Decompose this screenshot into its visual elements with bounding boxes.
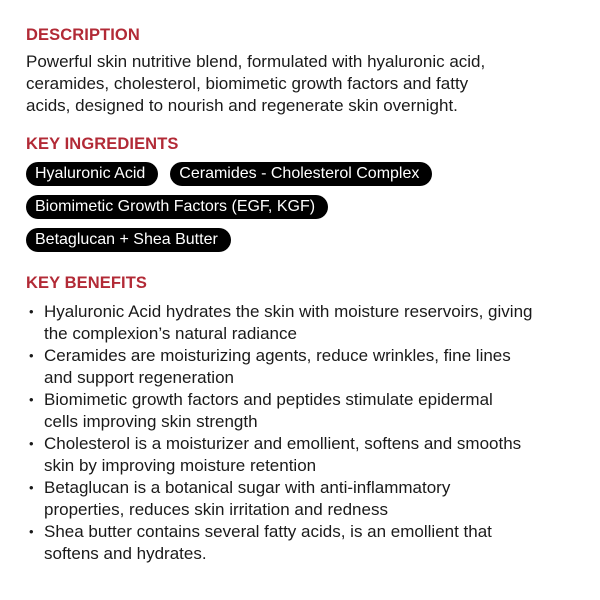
bullet-dot-icon: • bbox=[29, 348, 34, 363]
benefit-text: softens and hydrates. bbox=[44, 544, 207, 563]
benefit-item bbox=[26, 345, 570, 389]
benefit-text: Shea butter contains several fatty acids, is an emollient that bbox=[44, 522, 492, 541]
description-line: Powerful skin nutritive blend, formulated with hyaluronic acid, bbox=[26, 52, 486, 71]
description-heading: DESCRIPTION bbox=[26, 26, 140, 44]
ingredient-row bbox=[26, 162, 570, 186]
benefit-item bbox=[26, 301, 570, 345]
benefit-item bbox=[26, 389, 570, 433]
ingredient-pill-hyaluronic-acid: Hyaluronic Acid bbox=[26, 162, 158, 186]
benefit-text: Biomimetic growth factors and peptides stimulate epidermal bbox=[44, 390, 493, 409]
benefit-text: Cholesterol is a moisturizer and emollient, softens and smooths bbox=[44, 434, 522, 453]
bullet-dot-icon: • bbox=[29, 436, 34, 451]
benefit-text: Betaglucan is a botanical sugar with anti-inflammatory bbox=[44, 478, 451, 497]
ingredient-pill-growth-factors: Biomimetic Growth Factors (EGF, KGF) bbox=[26, 195, 328, 219]
key-benefits-heading: KEY BENEFITS bbox=[26, 274, 148, 292]
benefits-list bbox=[26, 301, 570, 565]
benefit-text: the complexion’s natural radiance bbox=[44, 324, 297, 343]
benefit-item bbox=[26, 521, 570, 565]
benefit-text: and support regeneration bbox=[44, 368, 234, 387]
ingredient-pill-betaglucan-shea: Betaglucan + Shea Butter bbox=[26, 228, 231, 252]
benefit-text: skin by improving moisture retention bbox=[44, 456, 317, 475]
bullet-dot-icon: • bbox=[29, 304, 34, 319]
benefit-text: Hyaluronic Acid hydrates the skin with moisture reservoirs, giving bbox=[44, 302, 533, 321]
bullet-dot-icon: • bbox=[29, 392, 34, 407]
description-text bbox=[26, 51, 570, 117]
benefit-text: cells improving skin strength bbox=[44, 412, 258, 431]
bullet-dot-icon: • bbox=[29, 524, 34, 539]
benefit-text: properties, reduces skin irritation and redness bbox=[44, 500, 388, 519]
benefit-item bbox=[26, 477, 570, 521]
bullet-dot-icon: • bbox=[29, 480, 34, 495]
benefit-item bbox=[26, 433, 570, 477]
ingredient-pill-ceramides-cholesterol: Ceramides - Cholesterol Complex bbox=[170, 162, 432, 186]
benefit-text: Ceramides are moisturizing agents, reduce wrinkles, fine lines bbox=[44, 346, 511, 365]
ingredient-row bbox=[26, 228, 570, 252]
description-line: ceramides, cholesterol, biomimetic growth factors and fatty bbox=[26, 74, 469, 93]
description-line: acids, designed to nourish and regenerate skin overnight. bbox=[26, 96, 458, 115]
key-ingredients-heading: KEY INGREDIENTS bbox=[26, 135, 179, 153]
ingredient-row bbox=[26, 195, 570, 219]
